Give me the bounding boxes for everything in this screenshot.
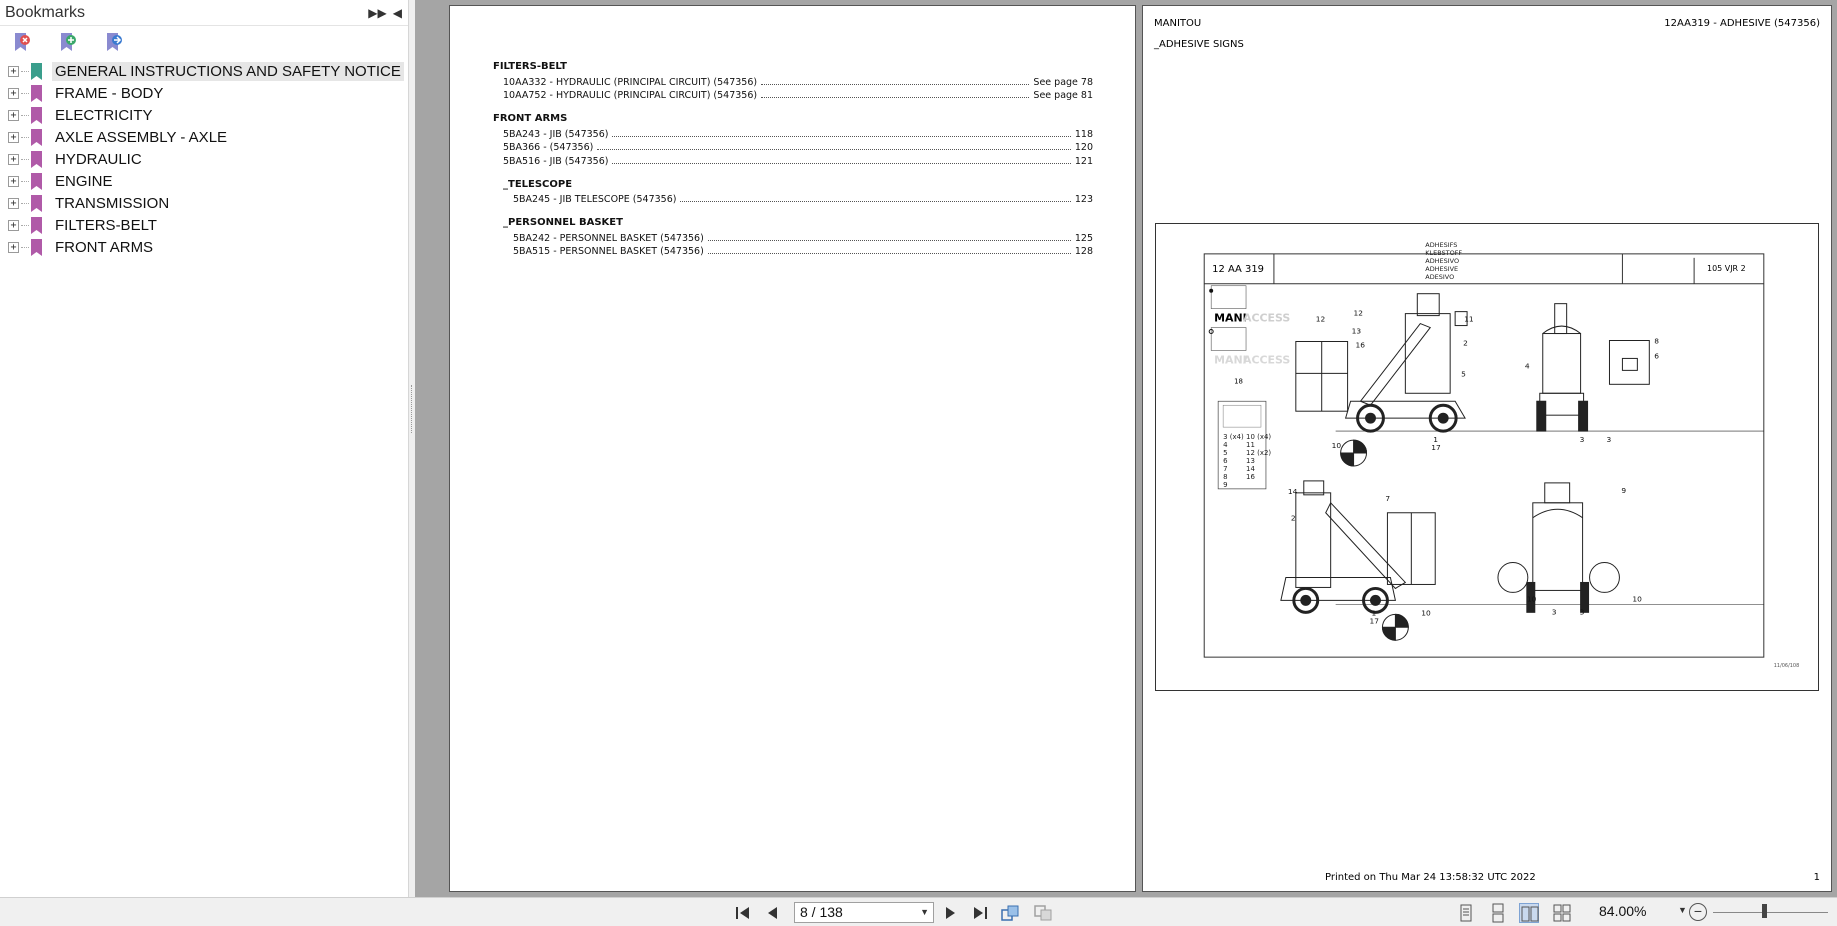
svg-text:ACCESS: ACCESS	[1243, 311, 1291, 325]
svg-text:3: 3	[1606, 435, 1612, 445]
collapse-panel-icon[interactable]: ◀	[392, 5, 402, 20]
svg-text:13: 13	[1246, 456, 1255, 465]
delete-bookmark-icon[interactable]	[12, 32, 32, 52]
toc-entry[interactable]	[503, 126, 1093, 140]
svg-text:16: 16	[1246, 472, 1255, 481]
toc-subsection-heading: _TELESCOPE	[503, 178, 573, 190]
toc-entry[interactable]	[503, 74, 1093, 88]
bookmark-label: HYDRAULIC	[55, 150, 142, 168]
expand-icon[interactable]: +	[8, 66, 19, 77]
expand-icon[interactable]: +	[8, 176, 19, 187]
svg-text:7: 7	[1385, 493, 1391, 503]
drawing-ref-left: 12 AA 319	[1212, 263, 1264, 275]
bookmark-label: FRONT ARMS	[55, 238, 154, 256]
toc-entry[interactable]	[503, 88, 1093, 102]
bookmark-item[interactable]	[0, 170, 408, 192]
toc-entry-page: 128	[1074, 246, 1093, 257]
page-footer-printed: Printed on Thu Mar 24 13:58:32 UTC 2022	[1325, 872, 1536, 883]
expand-icon[interactable]: +	[8, 110, 19, 121]
toc-entry-page: 118	[1074, 128, 1093, 140]
toc-entry-title: 5BA366 - (547356)	[503, 142, 594, 153]
svg-text:6: 6	[1654, 351, 1660, 361]
first-page-icon[interactable]	[733, 903, 753, 923]
right-page	[1142, 5, 1832, 892]
left-page	[449, 5, 1136, 892]
toc-entry-title: 10AA332 - HYDRAULIC (PRINCIPAL CIRCUIT) (547356)	[503, 76, 758, 88]
brand-logo-a: MANI	[1214, 311, 1247, 325]
toc-entry[interactable]	[503, 153, 1093, 167]
svg-text:1: 1	[1433, 435, 1438, 445]
bookmark-label: FILTERS-BELT	[55, 216, 157, 234]
toc-entry-page: See page 78	[1033, 76, 1093, 88]
expand-icon[interactable]: +	[8, 198, 19, 209]
page-footer-number: 1	[1813, 872, 1820, 883]
svg-text:12 (x2): 12 (x2)	[1246, 449, 1272, 458]
bookmark-icon	[31, 217, 42, 234]
last-page-icon[interactable]	[970, 903, 990, 923]
toc-entry[interactable]	[503, 140, 1093, 154]
machine-side-view-top	[1296, 294, 1764, 466]
svg-text:10: 10	[1331, 441, 1342, 451]
bookmark-icon	[31, 173, 42, 190]
bookmark-icon	[31, 151, 42, 168]
toc-entry-page: See page 81	[1033, 90, 1093, 101]
svg-text:8: 8	[1223, 472, 1228, 481]
expand-panel-icon[interactable]: ▶▶	[368, 5, 387, 20]
bookmark-item[interactable]	[0, 214, 408, 236]
zoom-out-icon[interactable]: −	[1689, 903, 1707, 921]
svg-text:ACCESS: ACCESS	[1243, 353, 1291, 367]
status-bar	[0, 897, 1837, 926]
svg-text:4: 4	[1223, 441, 1228, 450]
toc-entry-title: 5BA516 - JIB (547356)	[503, 155, 609, 167]
facing-view-icon[interactable]	[1519, 903, 1539, 923]
bookmark-item[interactable]	[0, 192, 408, 214]
previous-page-icon[interactable]	[763, 903, 783, 923]
svg-text:3 (x4): 3 (x4)	[1223, 433, 1244, 442]
svg-text:13: 13	[1351, 326, 1362, 336]
single-page-view-icon[interactable]	[1456, 903, 1476, 923]
bookmark-item[interactable]	[0, 236, 408, 258]
bookmark-icon	[31, 129, 42, 146]
bookmark-icon	[31, 63, 42, 80]
machine-rear-view-top	[1537, 304, 1650, 431]
svg-text:17: 17	[1369, 616, 1379, 626]
drawing-ref-right: 105 VJR 2	[1707, 263, 1746, 273]
toc-entry-title: 5BA243 - JIB (547356)	[503, 128, 609, 140]
svg-text:5: 5	[1223, 449, 1228, 458]
bookmark-icon	[31, 85, 42, 102]
svg-text:3: 3	[1579, 607, 1585, 617]
bookmark-label: ELECTRICITY	[55, 106, 153, 124]
zoom-level[interactable]: 84.00%	[1599, 903, 1647, 919]
svg-text:2: 2	[1290, 513, 1296, 523]
chevron-down-icon[interactable]: ▼	[920, 907, 929, 917]
previous-view-icon[interactable]	[1000, 903, 1020, 923]
svg-text:ADHESIVO: ADHESIVO	[1425, 256, 1460, 265]
adhesive-drawing	[1155, 223, 1819, 691]
svg-text:9: 9	[1223, 480, 1228, 489]
svg-text:10 (x4): 10 (x4)	[1246, 433, 1272, 442]
book-view-icon[interactable]	[1552, 903, 1572, 923]
bookmark-label: ENGINE	[55, 172, 113, 190]
svg-text:11: 11	[1246, 441, 1255, 450]
svg-text:7: 7	[1223, 464, 1228, 473]
next-view-icon[interactable]	[1033, 903, 1053, 923]
bookmarks-title: Bookmarks	[5, 3, 86, 21]
toc-entry-title: 10AA752 - HYDRAULIC (PRINCIPAL CIRCUIT) (547356)	[503, 90, 758, 101]
toc-entry[interactable]	[513, 244, 1093, 258]
svg-text:3: 3	[1551, 607, 1557, 617]
toc-section-heading: FRONT ARMS	[493, 113, 568, 124]
toc-entry-page: 125	[1074, 232, 1093, 244]
svg-text:10: 10	[1421, 608, 1431, 618]
svg-text:ADHESIFS: ADHESIFS	[1425, 240, 1458, 249]
bookmark-item[interactable]	[0, 126, 408, 148]
svg-text:14: 14	[1287, 486, 1298, 496]
expand-icon[interactable]: +	[8, 88, 19, 99]
bookmark-label: TRANSMISSION	[55, 194, 170, 212]
continuous-view-icon[interactable]	[1488, 903, 1508, 923]
svg-text:12: 12	[1315, 314, 1326, 324]
toc-entry-page: 120	[1074, 142, 1093, 153]
page-subtitle: _ADHESIVE SIGNS	[1154, 39, 1244, 50]
svg-text:MANI: MANI	[1214, 353, 1247, 367]
page-header-code: 12AA319 - ADHESIVE (547356)	[1664, 18, 1820, 29]
bookmark-item[interactable]	[0, 82, 408, 104]
bookmark-label: AXLE ASSEMBLY - AXLE	[55, 128, 228, 146]
expand-icon[interactable]: +	[8, 132, 19, 143]
svg-text:18: 18	[1234, 377, 1243, 386]
svg-text:10: 10	[1632, 594, 1642, 604]
bookmarks-panel	[0, 0, 409, 897]
svg-text:ADHESIVE: ADHESIVE	[1425, 264, 1459, 273]
toc-entry-title: 5BA245 - JIB TELESCOPE (547356)	[513, 194, 677, 205]
bookmark-tree	[0, 58, 408, 258]
svg-text:KLEBSTOFF: KLEBSTOFF	[1425, 248, 1463, 257]
add-bookmark-icon[interactable]	[58, 32, 78, 52]
next-page-icon[interactable]	[940, 903, 960, 923]
svg-text:14: 14	[1246, 464, 1255, 473]
toc-entry[interactable]	[513, 192, 1093, 206]
bookmark-item[interactable]	[0, 60, 408, 82]
expand-icon[interactable]: +	[8, 220, 19, 231]
zoom-dropdown-icon[interactable]: ▼	[1678, 905, 1687, 915]
svg-text:4: 4	[1524, 361, 1530, 371]
toc-subsection-heading: _PERSONNEL BASKET	[503, 217, 623, 228]
bookmark-icon	[31, 195, 42, 212]
bookmark-icon	[31, 107, 42, 124]
page-header-brand: MANITOU	[1154, 18, 1202, 29]
bookmark-item[interactable]	[0, 104, 408, 126]
svg-text:1: 1	[1371, 608, 1377, 618]
toc-entry-title: 5BA515 - PERSONNEL BASKET (547356)	[513, 246, 704, 257]
svg-text:11/06/108: 11/06/108	[1773, 663, 1800, 670]
bookmark-label: FRAME - BODY	[55, 84, 164, 102]
svg-text:16: 16	[1355, 340, 1366, 350]
svg-text:11: 11	[1464, 314, 1474, 324]
toc-entry-title: 5BA242 - PERSONNEL BASKET (547356)	[513, 232, 704, 244]
svg-text:5: 5	[1461, 369, 1466, 379]
svg-text:12: 12	[1353, 308, 1364, 318]
bookmarks-toolbar	[0, 26, 408, 58]
toc-section-heading: FILTERS-BELT	[493, 61, 567, 72]
goto-bookmark-icon[interactable]	[104, 32, 124, 52]
toc-entry-page: 121	[1074, 155, 1093, 167]
zoom-slider[interactable]	[1713, 912, 1828, 913]
machine-side-view-bottom	[1281, 481, 1764, 640]
document-view[interactable]	[415, 0, 1837, 897]
zoom-slider-thumb[interactable]	[1762, 904, 1767, 918]
svg-text:3: 3	[1579, 435, 1585, 445]
svg-text:8: 8	[1654, 336, 1660, 346]
machine-rear-view-bottom	[1498, 483, 1619, 612]
bookmark-label: GENERAL INSTRUCTIONS AND SAFETY NOTICE	[52, 62, 404, 81]
bookmarks-header	[0, 0, 408, 26]
bookmark-item[interactable]	[0, 148, 408, 170]
svg-text:17: 17	[1431, 443, 1441, 453]
bookmark-icon	[31, 239, 42, 256]
svg-text:ADESIVO: ADESIVO	[1425, 272, 1455, 281]
expand-icon[interactable]: +	[8, 242, 19, 253]
toc-entry[interactable]	[513, 230, 1093, 244]
svg-text:6: 6	[1223, 456, 1228, 465]
expand-icon[interactable]: +	[8, 154, 19, 165]
table-of-contents	[493, 61, 1093, 257]
svg-text:10: 10	[1526, 594, 1537, 604]
svg-text:2: 2	[1463, 338, 1468, 348]
toc-entry-page: 123	[1074, 194, 1093, 205]
svg-text:9: 9	[1621, 485, 1627, 495]
page-number-field[interactable]: 8 / 138 ▼	[794, 902, 934, 923]
